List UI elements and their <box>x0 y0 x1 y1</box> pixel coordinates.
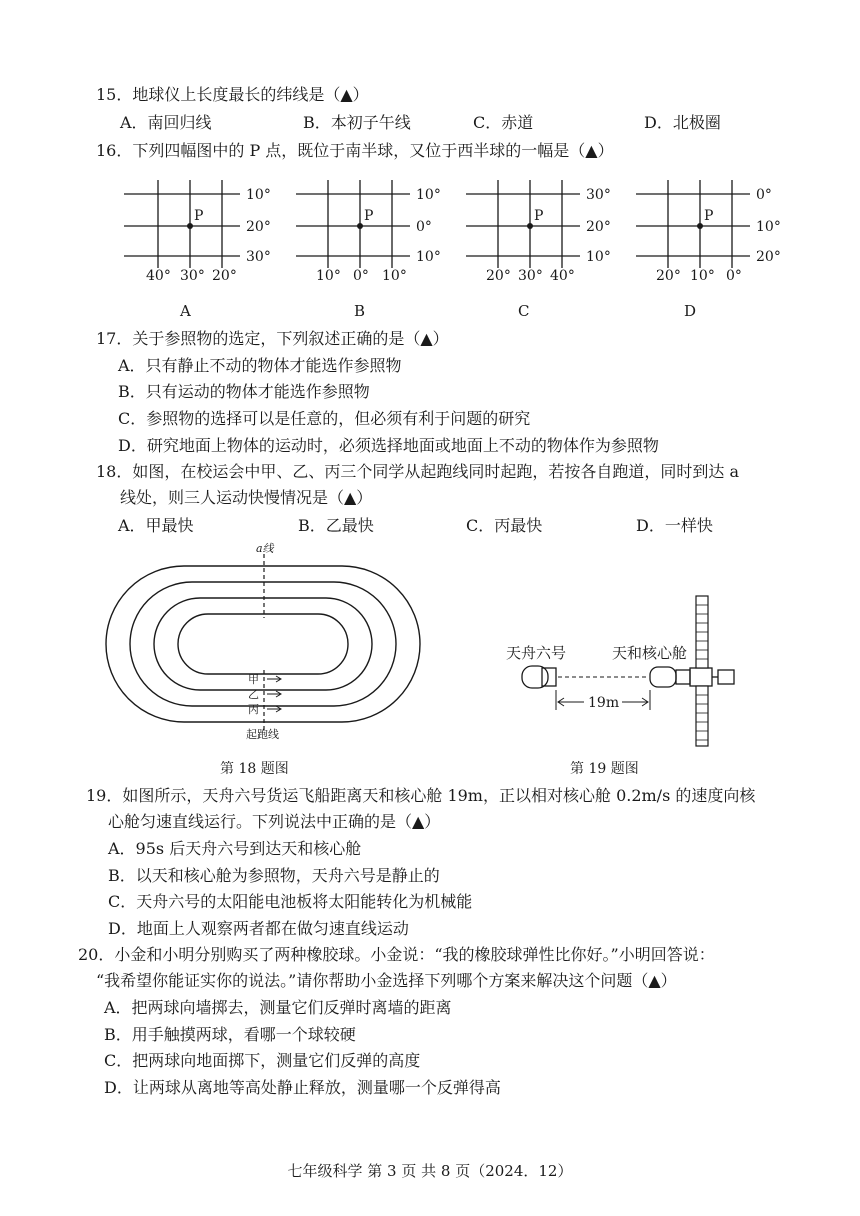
q19-option-a[interactable]: A．95s 后天舟六号到达天和核心舱 <box>108 839 362 858</box>
q18-a-line-label: a线 <box>256 542 274 555</box>
q19-option-c[interactable]: C．天舟六号的太阳能电池板将太阳能转化为机械能 <box>108 892 473 911</box>
q18-lane-bing: 丙 <box>248 703 259 716</box>
q18-caption: 第 18 题图 <box>220 761 289 777</box>
q16-a-letter: A <box>180 302 191 320</box>
q18-option-a[interactable]: A．甲最快 <box>118 516 194 535</box>
q18-lane-yi: 乙 <box>248 688 259 701</box>
q17-option-d[interactable]: D．研究地面上物体的运动时，必须选择地面或地面上不动的物体作为参照物 <box>118 436 659 455</box>
q16-b-lat-3: 10° <box>416 249 441 265</box>
q16-panel-a[interactable] <box>124 180 271 320</box>
q16-a-lon-2: 30° <box>180 268 205 284</box>
q16-a-lat-1: 10° <box>246 187 271 203</box>
q19-station-label: 天和核心舱 <box>612 644 688 662</box>
q16-b-letter: B <box>354 302 366 320</box>
q18-lane-jia: 甲 <box>248 673 259 686</box>
q19-option-d[interactable]: D．地面上人观察两者都在做匀速直线运动 <box>108 919 409 938</box>
q16-d-lat-2: 10° <box>756 219 781 235</box>
q16-a-lon-3: 20° <box>212 268 237 284</box>
q18-start-line-label: 起跑线 <box>246 728 279 740</box>
q16-panel-d[interactable] <box>636 180 781 320</box>
q19-ship-label: 天舟六号 <box>506 644 567 662</box>
q16-b-lon-2: 0° <box>353 268 369 284</box>
q19-spacecraft-figure <box>500 560 780 760</box>
q17-option-b[interactable]: B．只有运动的物体才能选作参照物 <box>118 382 370 401</box>
q17-option-a[interactable]: A．只有静止不动的物体才能选作参照物 <box>118 356 402 375</box>
q15-stem: 15．地球仪上长度最长的纬线是（▲） <box>96 85 369 104</box>
q18-option-b[interactable]: B．乙最快 <box>298 516 374 535</box>
q20-stem-line2: “我希望你能证实你的说法。”请你帮助小金选择下列哪个方案来解决这个问题（▲） <box>96 971 677 990</box>
q16-c-lon-3: 40° <box>550 268 575 284</box>
q16-panel-b[interactable] <box>296 180 441 320</box>
q16-b-lat-1: 10° <box>416 187 441 203</box>
q16-c-lat-1: 30° <box>586 187 611 203</box>
q20-option-c[interactable]: C．把两球向地面掷下，测量它们反弹的高度 <box>104 1051 421 1070</box>
q19-stem-line1: 19．如图所示，天舟六号货运飞船距离天和核心舱 19m，正以相对核心舱 0.2m/s 的速度向核 <box>86 786 756 805</box>
q16-b-point-label: P <box>364 208 374 224</box>
q18-stem-line2: 线处，则三人运动快慢情况是（▲） <box>120 488 373 507</box>
q16-a-lat-3: 30° <box>246 249 271 265</box>
page-footer: 七年级科学 第 3 页 共 8 页（2024．12） <box>287 1162 573 1180</box>
q16-c-letter: C <box>518 302 530 320</box>
q16-d-lon-1: 20° <box>656 268 681 284</box>
q15-option-c[interactable]: C．赤道 <box>473 113 534 132</box>
q16-d-lon-2: 10° <box>690 268 715 284</box>
q18-stem-line1: 18．如图，在校运会中甲、乙、丙三个同学从起跑线同时起跑，若按各自跑道，同时到达 a <box>96 462 739 481</box>
q16-b-lat-2: 0° <box>416 219 432 235</box>
q20-stem-line1: 20．小金和小明分别购买了两种橡胶球。小金说：“我的橡胶球弹性比你好。”小明回答说： <box>78 945 715 964</box>
q16-panel-c[interactable] <box>466 180 611 320</box>
q16-d-lon-3: 0° <box>726 268 742 284</box>
q17-stem: 17．关于参照物的选定，下列叙述正确的是（▲） <box>96 329 449 348</box>
q16-d-lat-3: 20° <box>756 249 781 265</box>
q15-option-a[interactable]: A．南回归线 <box>120 113 212 132</box>
q16-c-lon-2: 30° <box>518 268 543 284</box>
q16-c-point-label: P <box>534 208 544 224</box>
q20-option-b[interactable]: B．用手触摸两球，看哪一个球较硬 <box>104 1025 356 1044</box>
q16-d-lat-1: 0° <box>756 187 772 203</box>
q16-c-lon-1: 20° <box>486 268 511 284</box>
q16-d-point-label: P <box>704 208 714 224</box>
q16-b-lon-1: 10° <box>316 268 341 284</box>
q15-option-b[interactable]: B．本初子午线 <box>303 113 411 132</box>
q20-option-d[interactable]: D．让两球从离地等高处静止释放，测量哪一个反弹得高 <box>104 1078 501 1097</box>
q17-option-c[interactable]: C．参照物的选择可以是任意的，但必须有利于问题的研究 <box>118 409 531 428</box>
q19-option-b[interactable]: B．以天和核心舱为参照物，天舟六号是静止的 <box>108 866 440 885</box>
q20-option-a[interactable]: A．把两球向墙掷去，测量它们反弹时离墙的距离 <box>104 998 452 1017</box>
q18-option-d[interactable]: D．一样快 <box>636 516 713 535</box>
q19-caption: 第 19 题图 <box>570 761 639 777</box>
q16-a-lat-2: 20° <box>246 219 271 235</box>
q16-grid-figures <box>0 178 860 348</box>
q18-option-c[interactable]: C．丙最快 <box>466 516 543 535</box>
q16-b-lon-3: 10° <box>382 268 407 284</box>
q18-track-figure <box>104 540 444 740</box>
q19-stem-line2: 心舱匀速直线运行。下列说法中正确的是（▲） <box>108 812 441 831</box>
q16-a-point-label: P <box>194 208 204 224</box>
q16-c-lat-3: 10° <box>586 249 611 265</box>
q16-d-letter: D <box>684 302 697 320</box>
q16-a-lon-1: 40° <box>146 268 171 284</box>
q15-option-d[interactable]: D．北极圈 <box>644 113 721 132</box>
q19-distance-label: 19m <box>588 695 620 711</box>
q16-c-lat-2: 20° <box>586 219 611 235</box>
q16-stem: 16．下列四幅图中的 P 点，既位于南半球，又位于西半球的一幅是（▲） <box>96 141 614 160</box>
